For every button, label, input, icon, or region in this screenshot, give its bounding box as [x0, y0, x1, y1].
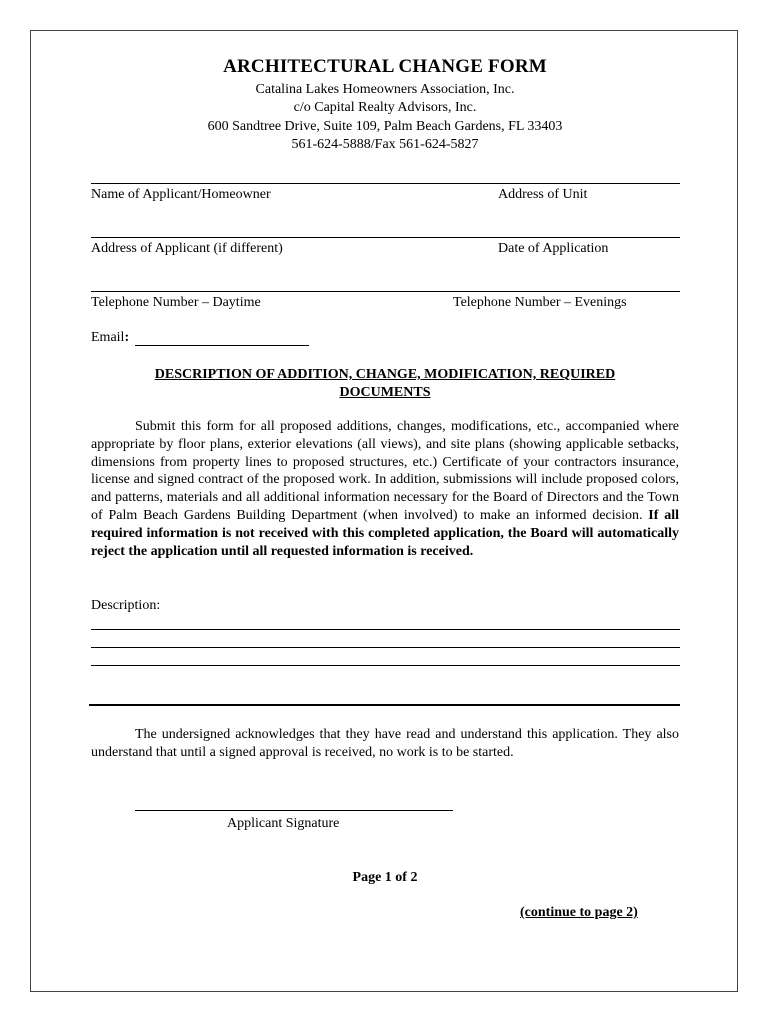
email-label-colon: : [124, 330, 130, 345]
address-of-unit-label: Address of Unit [498, 187, 588, 202]
email-fill-line[interactable] [135, 345, 309, 346]
association-name: Catalina Lakes Homeowners Association, Inc. [255, 82, 515, 97]
description-label: Description: [91, 598, 161, 613]
signature-line[interactable] [135, 810, 453, 811]
form-title: ARCHITECTURAL CHANGE FORM [223, 56, 547, 77]
description-heading-line2: DOCUMENTS [339, 385, 431, 400]
instructions-text: Submit this form for all proposed additions, changes, modifications, etc., accompanied where appropriate by floor plans, exterior elevations (all views), and site plans (showing applicable setbacks, dimensions from property lines to proposed structures, etc.) Certificate of your contractors insurance, license and signed contract of the proposed work. In addition, submissions will include proposed colors, and patterns, materials and all additional information necessary for the Board of Directors and the Town of Palm Beach Gardens Building Department (when involved) to make an informed decision. [91, 419, 679, 523]
section-divider [89, 704, 680, 706]
name-of-applicant-label: Name of Applicant/Homeowner [91, 187, 271, 202]
description-line-3[interactable] [91, 665, 680, 666]
name-address-fill-line[interactable] [91, 183, 680, 184]
description-line-1[interactable] [91, 629, 680, 630]
telephone-fill-line[interactable] [91, 291, 680, 292]
applicant-address-date-fill-line[interactable] [91, 237, 680, 238]
association-address: 600 Sandtree Drive, Suite 109, Palm Beach Gardens, FL 33403 [207, 119, 563, 134]
phone-fax-line: 561-624-5888/Fax 561-624-5827 [291, 137, 479, 152]
care-of-line: c/o Capital Realty Advisors, Inc. [293, 100, 477, 115]
page-number: Page 1 of 2 [352, 870, 418, 885]
email-label [91, 330, 129, 346]
email-label-text: Email [91, 330, 125, 345]
acknowledgement-paragraph: The undersigned acknowledges that they have read and understand this application. They also understand that until a signed approval is received, no work is to be started. [91, 727, 679, 760]
description-heading [100, 366, 670, 402]
description-line-2[interactable] [91, 647, 680, 648]
applicant-signature-label: Applicant Signature [227, 816, 340, 831]
telephone-daytime-label: Telephone Number – Daytime [91, 295, 261, 310]
continue-note: (continue to page 2) [520, 905, 638, 920]
instructions-paragraph [91, 418, 679, 560]
date-of-application-label: Date of Application [498, 241, 609, 256]
description-heading-line1: DESCRIPTION OF ADDITION, CHANGE, MODIFICATION, REQUIRED [154, 367, 616, 382]
telephone-evenings-label: Telephone Number – Evenings [453, 295, 627, 310]
instructions-warning: If all required information is not received with this completed application, the Board will automatically reject the application until all requested information is received. [91, 507, 680, 559]
address-of-applicant-label: Address of Applicant (if different) [91, 241, 283, 256]
